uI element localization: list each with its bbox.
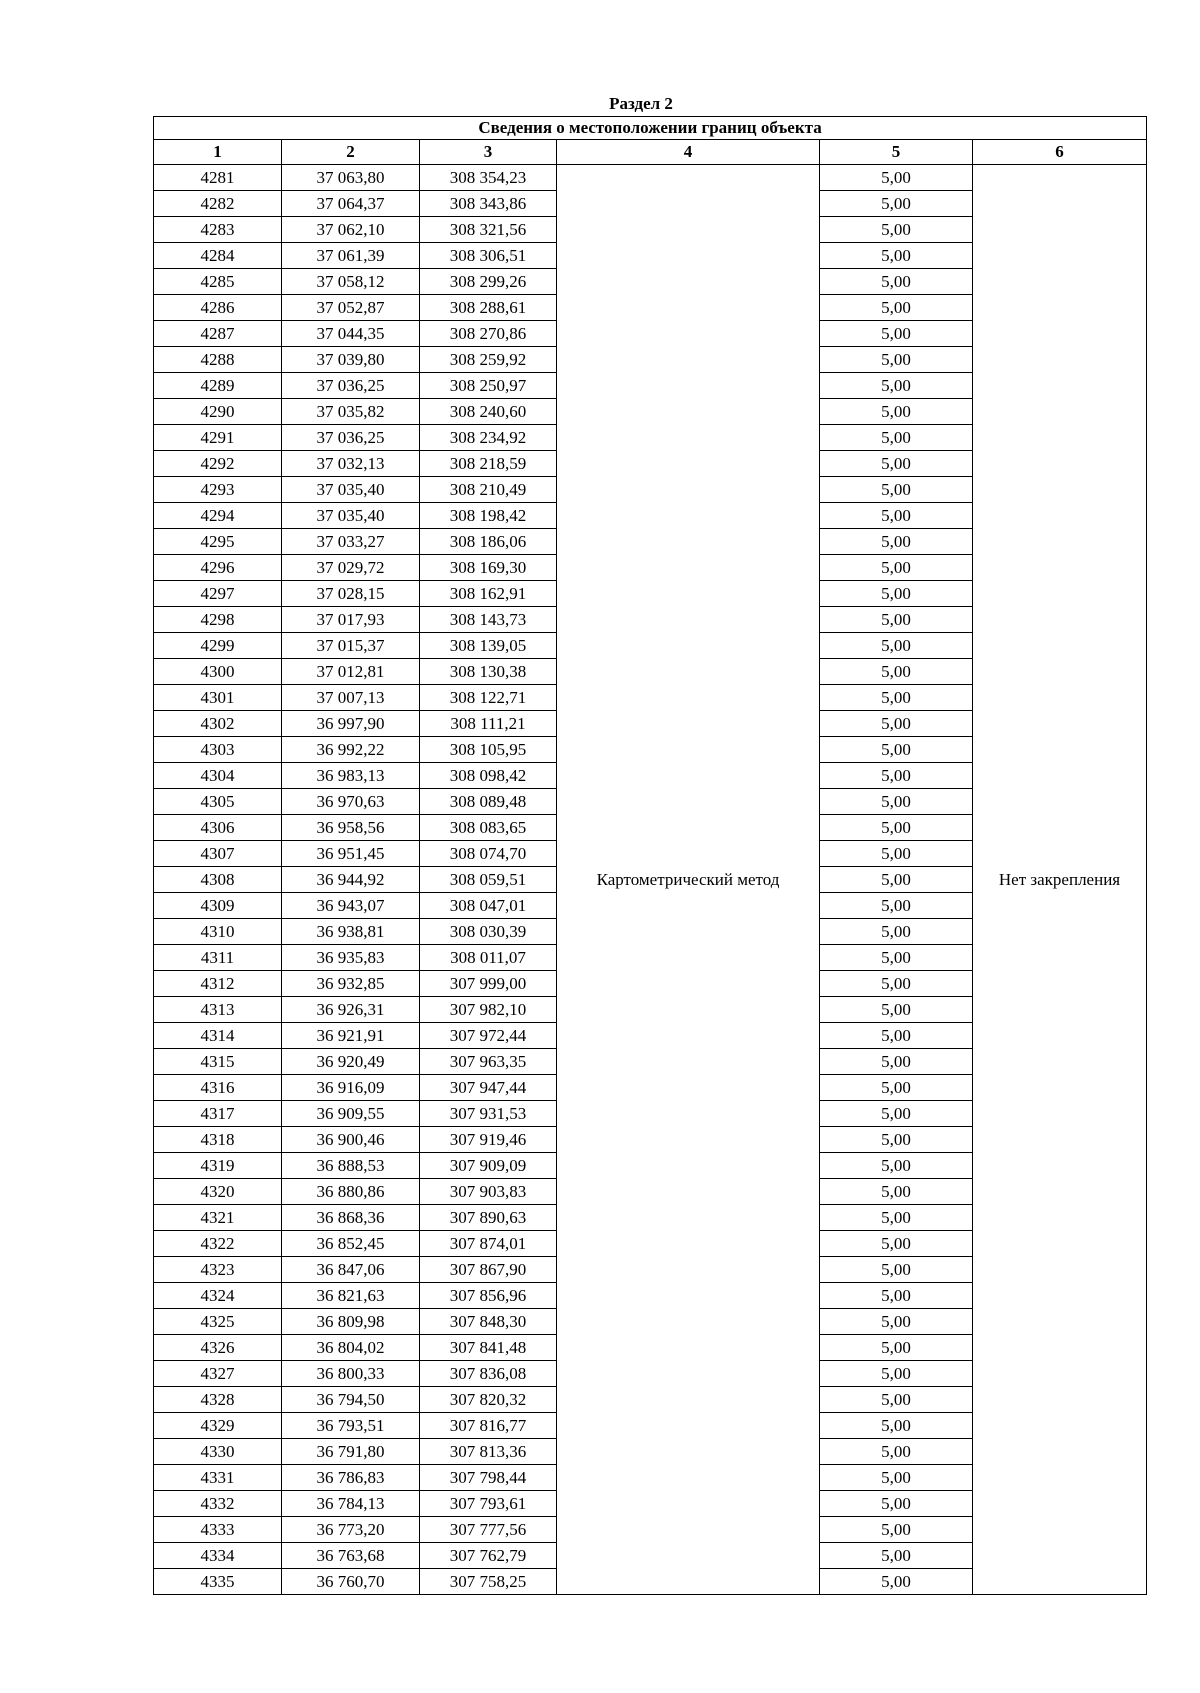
- y-coordinate-cell: 308 288,61: [420, 295, 557, 321]
- point-number-cell: 4308: [154, 867, 282, 893]
- y-coordinate-cell: 307 982,10: [420, 997, 557, 1023]
- x-coordinate-cell: 36 958,56: [282, 815, 420, 841]
- point-number-cell: 4307: [154, 841, 282, 867]
- point-number-cell: 4291: [154, 425, 282, 451]
- x-coordinate-cell: 37 039,80: [282, 347, 420, 373]
- precision-cell: 5,00: [820, 1465, 973, 1491]
- x-coordinate-cell: 37 063,80: [282, 165, 420, 191]
- point-number-cell: 4316: [154, 1075, 282, 1101]
- y-coordinate-cell: 307 999,00: [420, 971, 557, 997]
- point-number-cell: 4328: [154, 1387, 282, 1413]
- point-number-cell: 4319: [154, 1153, 282, 1179]
- y-coordinate-cell: 307 963,35: [420, 1049, 557, 1075]
- column-number: 2: [282, 140, 420, 165]
- x-coordinate-cell: 37 028,15: [282, 581, 420, 607]
- x-coordinate-cell: 36 773,20: [282, 1517, 420, 1543]
- precision-cell: 5,00: [820, 763, 973, 789]
- y-coordinate-cell: 308 240,60: [420, 399, 557, 425]
- x-coordinate-cell: 37 029,72: [282, 555, 420, 581]
- x-coordinate-cell: 36 809,98: [282, 1309, 420, 1335]
- y-coordinate-cell: 308 011,07: [420, 945, 557, 971]
- point-number-cell: 4286: [154, 295, 282, 321]
- precision-cell: 5,00: [820, 997, 973, 1023]
- y-coordinate-cell: 307 890,63: [420, 1205, 557, 1231]
- y-coordinate-cell: 308 098,42: [420, 763, 557, 789]
- x-coordinate-cell: 36 970,63: [282, 789, 420, 815]
- point-number-cell: 4285: [154, 269, 282, 295]
- point-number-cell: 4293: [154, 477, 282, 503]
- x-coordinate-cell: 36 794,50: [282, 1387, 420, 1413]
- x-coordinate-cell: 36 800,33: [282, 1361, 420, 1387]
- point-number-cell: 4295: [154, 529, 282, 555]
- column-number: 5: [820, 140, 973, 165]
- y-coordinate-cell: 308 111,21: [420, 711, 557, 737]
- y-coordinate-cell: 308 259,92: [420, 347, 557, 373]
- point-number-cell: 4331: [154, 1465, 282, 1491]
- x-coordinate-cell: 36 909,55: [282, 1101, 420, 1127]
- precision-cell: 5,00: [820, 1023, 973, 1049]
- precision-cell: 5,00: [820, 919, 973, 945]
- point-number-cell: 4299: [154, 633, 282, 659]
- y-coordinate-cell: 308 218,59: [420, 451, 557, 477]
- precision-cell: 5,00: [820, 1283, 973, 1309]
- x-coordinate-cell: 36 763,68: [282, 1543, 420, 1569]
- point-number-cell: 4330: [154, 1439, 282, 1465]
- point-number-cell: 4303: [154, 737, 282, 763]
- y-coordinate-cell: 308 270,86: [420, 321, 557, 347]
- precision-cell: 5,00: [820, 243, 973, 269]
- y-coordinate-cell: 308 198,42: [420, 503, 557, 529]
- y-coordinate-cell: 308 250,97: [420, 373, 557, 399]
- y-coordinate-cell: 307 820,32: [420, 1387, 557, 1413]
- x-coordinate-cell: 36 793,51: [282, 1413, 420, 1439]
- y-coordinate-cell: 308 143,73: [420, 607, 557, 633]
- y-coordinate-cell: 308 047,01: [420, 893, 557, 919]
- y-coordinate-cell: 307 777,56: [420, 1517, 557, 1543]
- precision-cell: 5,00: [820, 1543, 973, 1569]
- point-number-cell: 4301: [154, 685, 282, 711]
- x-coordinate-cell: 36 921,91: [282, 1023, 420, 1049]
- x-coordinate-cell: 36 880,86: [282, 1179, 420, 1205]
- y-coordinate-cell: 307 813,36: [420, 1439, 557, 1465]
- precision-cell: 5,00: [820, 1569, 973, 1595]
- y-coordinate-cell: 308 074,70: [420, 841, 557, 867]
- point-number-cell: 4309: [154, 893, 282, 919]
- point-number-cell: 4283: [154, 217, 282, 243]
- y-coordinate-cell: 307 909,09: [420, 1153, 557, 1179]
- precision-cell: 5,00: [820, 1075, 973, 1101]
- x-coordinate-cell: 36 916,09: [282, 1075, 420, 1101]
- boundary-table: [153, 116, 1147, 1595]
- y-coordinate-cell: 308 306,51: [420, 243, 557, 269]
- x-coordinate-cell: 37 035,40: [282, 477, 420, 503]
- x-coordinate-cell: 37 033,27: [282, 529, 420, 555]
- y-coordinate-cell: 307 836,08: [420, 1361, 557, 1387]
- x-coordinate-cell: 36 821,63: [282, 1283, 420, 1309]
- column-number-row: [154, 140, 1147, 165]
- x-coordinate-cell: 36 932,85: [282, 971, 420, 997]
- x-coordinate-cell: 36 951,45: [282, 841, 420, 867]
- x-coordinate-cell: 37 032,13: [282, 451, 420, 477]
- point-number-cell: 4294: [154, 503, 282, 529]
- point-number-cell: 4288: [154, 347, 282, 373]
- y-coordinate-cell: 308 234,92: [420, 425, 557, 451]
- x-coordinate-cell: 36 900,46: [282, 1127, 420, 1153]
- x-coordinate-cell: 37 052,87: [282, 295, 420, 321]
- point-number-cell: 4327: [154, 1361, 282, 1387]
- x-coordinate-cell: 36 868,36: [282, 1205, 420, 1231]
- precision-cell: 5,00: [820, 659, 973, 685]
- precision-cell: 5,00: [820, 971, 973, 997]
- point-number-cell: 4320: [154, 1179, 282, 1205]
- precision-cell: 5,00: [820, 503, 973, 529]
- precision-cell: 5,00: [820, 477, 973, 503]
- point-number-cell: 4282: [154, 191, 282, 217]
- x-coordinate-cell: 37 035,40: [282, 503, 420, 529]
- y-coordinate-cell: 308 210,49: [420, 477, 557, 503]
- point-number-cell: 4310: [154, 919, 282, 945]
- point-number-cell: 4304: [154, 763, 282, 789]
- x-coordinate-cell: 36 992,22: [282, 737, 420, 763]
- precision-cell: 5,00: [820, 685, 973, 711]
- section-title: Раздел 2: [609, 94, 673, 113]
- y-coordinate-cell: 307 841,48: [420, 1335, 557, 1361]
- x-coordinate-cell: 36 786,83: [282, 1465, 420, 1491]
- x-coordinate-cell: 37 036,25: [282, 425, 420, 451]
- point-number-cell: 4302: [154, 711, 282, 737]
- x-coordinate-cell: 36 935,83: [282, 945, 420, 971]
- x-coordinate-cell: 36 944,92: [282, 867, 420, 893]
- point-number-cell: 4292: [154, 451, 282, 477]
- point-number-cell: 4290: [154, 399, 282, 425]
- y-coordinate-cell: 308 343,86: [420, 191, 557, 217]
- precision-cell: 5,00: [820, 1491, 973, 1517]
- precision-cell: 5,00: [820, 737, 973, 763]
- x-coordinate-cell: 37 058,12: [282, 269, 420, 295]
- point-number-cell: 4326: [154, 1335, 282, 1361]
- point-number-cell: 4333: [154, 1517, 282, 1543]
- y-coordinate-cell: 308 139,05: [420, 633, 557, 659]
- x-coordinate-cell: 37 036,25: [282, 373, 420, 399]
- y-coordinate-cell: 307 919,46: [420, 1127, 557, 1153]
- precision-cell: 5,00: [820, 555, 973, 581]
- precision-cell: 5,00: [820, 529, 973, 555]
- y-coordinate-cell: 307 762,79: [420, 1543, 557, 1569]
- precision-cell: 5,00: [820, 711, 973, 737]
- precision-cell: 5,00: [820, 893, 973, 919]
- x-coordinate-cell: 37 012,81: [282, 659, 420, 685]
- table-title-row: [154, 117, 1147, 140]
- y-coordinate-cell: 308 162,91: [420, 581, 557, 607]
- y-coordinate-cell: 307 758,25: [420, 1569, 557, 1595]
- precision-cell: 5,00: [820, 191, 973, 217]
- x-coordinate-cell: 37 062,10: [282, 217, 420, 243]
- x-coordinate-cell: 37 017,93: [282, 607, 420, 633]
- x-coordinate-cell: 36 983,13: [282, 763, 420, 789]
- point-number-cell: 4325: [154, 1309, 282, 1335]
- point-number-cell: 4322: [154, 1231, 282, 1257]
- y-coordinate-cell: 307 972,44: [420, 1023, 557, 1049]
- precision-cell: 5,00: [820, 321, 973, 347]
- point-number-cell: 4287: [154, 321, 282, 347]
- precision-cell: 5,00: [820, 1153, 973, 1179]
- x-coordinate-cell: 37 061,39: [282, 243, 420, 269]
- point-number-cell: 4314: [154, 1023, 282, 1049]
- precision-cell: 5,00: [820, 867, 973, 893]
- x-coordinate-cell: 36 847,06: [282, 1257, 420, 1283]
- point-number-cell: 4323: [154, 1257, 282, 1283]
- y-coordinate-cell: 307 867,90: [420, 1257, 557, 1283]
- point-number-cell: 4306: [154, 815, 282, 841]
- y-coordinate-cell: 307 793,61: [420, 1491, 557, 1517]
- precision-cell: 5,00: [820, 1049, 973, 1075]
- point-number-cell: 4315: [154, 1049, 282, 1075]
- x-coordinate-cell: 36 938,81: [282, 919, 420, 945]
- precision-cell: 5,00: [820, 1517, 973, 1543]
- precision-cell: 5,00: [820, 815, 973, 841]
- point-number-cell: 4298: [154, 607, 282, 633]
- y-coordinate-cell: 308 354,23: [420, 165, 557, 191]
- y-coordinate-cell: 307 848,30: [420, 1309, 557, 1335]
- point-number-cell: 4311: [154, 945, 282, 971]
- column-number: 1: [154, 140, 282, 165]
- precision-cell: 5,00: [820, 789, 973, 815]
- x-coordinate-cell: 37 007,13: [282, 685, 420, 711]
- precision-cell: 5,00: [820, 1127, 973, 1153]
- y-coordinate-cell: 308 059,51: [420, 867, 557, 893]
- x-coordinate-cell: 36 920,49: [282, 1049, 420, 1075]
- y-coordinate-cell: 308 030,39: [420, 919, 557, 945]
- point-number-cell: 4317: [154, 1101, 282, 1127]
- y-coordinate-cell: 308 105,95: [420, 737, 557, 763]
- y-coordinate-cell: 308 122,71: [420, 685, 557, 711]
- precision-cell: 5,00: [820, 1335, 973, 1361]
- point-number-cell: 4324: [154, 1283, 282, 1309]
- point-number-cell: 4335: [154, 1569, 282, 1595]
- point-number-cell: 4305: [154, 789, 282, 815]
- x-coordinate-cell: 36 888,53: [282, 1153, 420, 1179]
- x-coordinate-cell: 37 064,37: [282, 191, 420, 217]
- precision-cell: 5,00: [820, 1413, 973, 1439]
- precision-cell: 5,00: [820, 295, 973, 321]
- point-number-cell: 4332: [154, 1491, 282, 1517]
- column-number: 4: [557, 140, 820, 165]
- x-coordinate-cell: 36 804,02: [282, 1335, 420, 1361]
- point-number-cell: 4281: [154, 165, 282, 191]
- point-number-cell: 4318: [154, 1127, 282, 1153]
- y-coordinate-cell: 308 299,26: [420, 269, 557, 295]
- y-coordinate-cell: 307 874,01: [420, 1231, 557, 1257]
- point-number-cell: 4312: [154, 971, 282, 997]
- precision-cell: 5,00: [820, 1179, 973, 1205]
- precision-cell: 5,00: [820, 607, 973, 633]
- precision-cell: 5,00: [820, 399, 973, 425]
- point-number-cell: 4321: [154, 1205, 282, 1231]
- x-coordinate-cell: 36 760,70: [282, 1569, 420, 1595]
- method-cell: Картометрический метод: [557, 165, 820, 1595]
- column-number: 3: [420, 140, 557, 165]
- y-coordinate-cell: 308 321,56: [420, 217, 557, 243]
- y-coordinate-cell: 308 089,48: [420, 789, 557, 815]
- x-coordinate-cell: 37 044,35: [282, 321, 420, 347]
- x-coordinate-cell: 36 784,13: [282, 1491, 420, 1517]
- precision-cell: 5,00: [820, 633, 973, 659]
- point-number-cell: 4289: [154, 373, 282, 399]
- y-coordinate-cell: 307 856,96: [420, 1283, 557, 1309]
- point-number-cell: 4334: [154, 1543, 282, 1569]
- y-coordinate-cell: 308 130,38: [420, 659, 557, 685]
- y-coordinate-cell: 307 903,83: [420, 1179, 557, 1205]
- table-title: Сведения о местоположении границ объекта: [154, 117, 1147, 140]
- precision-cell: 5,00: [820, 373, 973, 399]
- table-row: [154, 165, 1147, 191]
- precision-cell: 5,00: [820, 217, 973, 243]
- x-coordinate-cell: 36 997,90: [282, 711, 420, 737]
- point-number-cell: 4300: [154, 659, 282, 685]
- precision-cell: 5,00: [820, 581, 973, 607]
- x-coordinate-cell: 36 852,45: [282, 1231, 420, 1257]
- point-number-cell: 4296: [154, 555, 282, 581]
- precision-cell: 5,00: [820, 347, 973, 373]
- point-number-cell: 4313: [154, 997, 282, 1023]
- y-coordinate-cell: 307 798,44: [420, 1465, 557, 1491]
- fixing-cell: Нет закрепления: [973, 165, 1147, 1595]
- point-number-cell: 4329: [154, 1413, 282, 1439]
- precision-cell: 5,00: [820, 165, 973, 191]
- x-coordinate-cell: 36 943,07: [282, 893, 420, 919]
- y-coordinate-cell: 308 186,06: [420, 529, 557, 555]
- y-coordinate-cell: 308 083,65: [420, 815, 557, 841]
- x-coordinate-cell: 36 791,80: [282, 1439, 420, 1465]
- precision-cell: 5,00: [820, 1231, 973, 1257]
- precision-cell: 5,00: [820, 1257, 973, 1283]
- precision-cell: 5,00: [820, 945, 973, 971]
- x-coordinate-cell: 37 035,82: [282, 399, 420, 425]
- precision-cell: 5,00: [820, 1101, 973, 1127]
- precision-cell: 5,00: [820, 425, 973, 451]
- y-coordinate-cell: 307 931,53: [420, 1101, 557, 1127]
- column-number: 6: [973, 140, 1147, 165]
- precision-cell: 5,00: [820, 1309, 973, 1335]
- x-coordinate-cell: 37 015,37: [282, 633, 420, 659]
- x-coordinate-cell: 36 926,31: [282, 997, 420, 1023]
- point-number-cell: 4297: [154, 581, 282, 607]
- point-number-cell: 4284: [154, 243, 282, 269]
- precision-cell: 5,00: [820, 269, 973, 295]
- precision-cell: 5,00: [820, 1439, 973, 1465]
- precision-cell: 5,00: [820, 1387, 973, 1413]
- y-coordinate-cell: 308 169,30: [420, 555, 557, 581]
- precision-cell: 5,00: [820, 841, 973, 867]
- y-coordinate-cell: 307 947,44: [420, 1075, 557, 1101]
- precision-cell: 5,00: [820, 1205, 973, 1231]
- precision-cell: 5,00: [820, 1361, 973, 1387]
- y-coordinate-cell: 307 816,77: [420, 1413, 557, 1439]
- precision-cell: 5,00: [820, 451, 973, 477]
